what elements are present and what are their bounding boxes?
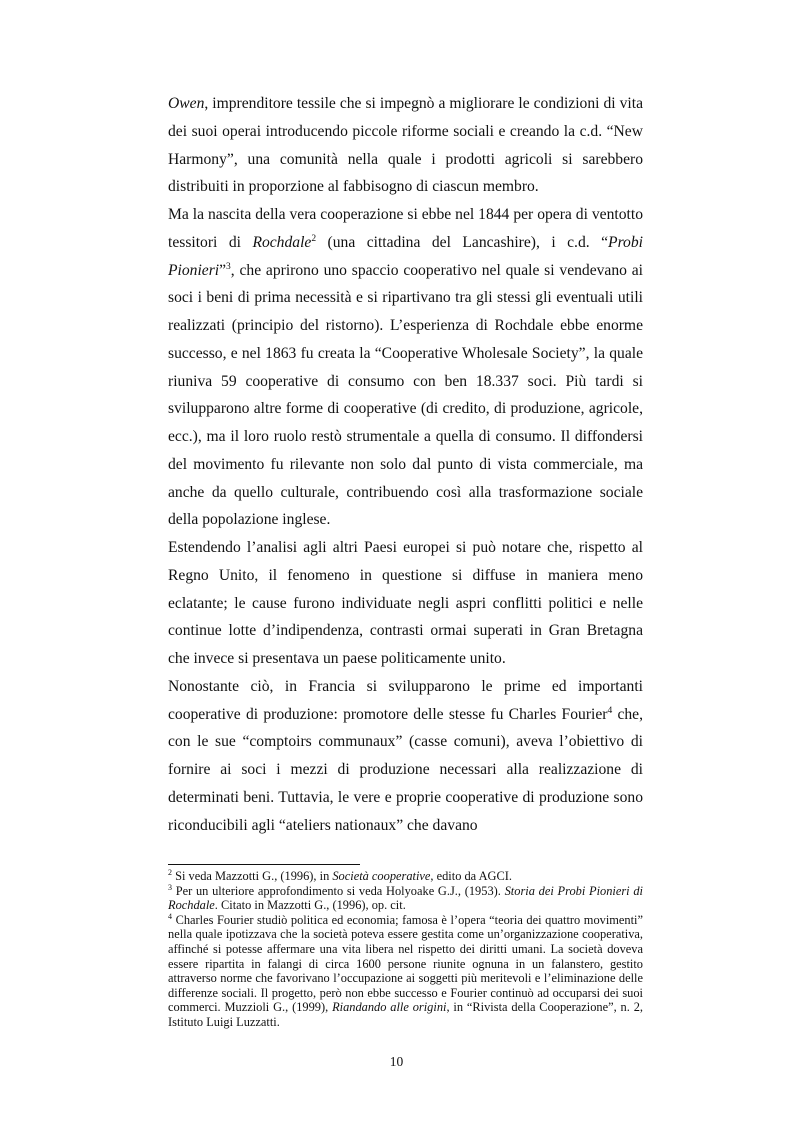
text-run: Estendendo l’analisi agli altri Paesi europei si può notare che, rispetto al Regno Unito, il fenomeno in questione si diffuse in maniera meno eclatante; le cause furono individuate negli aspri conflitti politici e nelle continue lotte d’indipendenza, contrasti ormai superati in Gran Bretagna che invece si presentava un paese politicamente unito. [168, 539, 643, 667]
footnote-ref: 4 [168, 911, 172, 921]
page-number: 10 [389, 1054, 404, 1069]
paragraph [168, 90, 643, 201]
italic-text: Storia dei Probi Pionieri di Rochdale [168, 883, 643, 913]
italic-text: Riandando alle origini [332, 1000, 447, 1015]
footnote-separator [168, 864, 360, 865]
text-run: , che aprirono uno spaccio cooperativo nel quale si vendevano ai soci i beni di prima necessità e si ripartivano tra gli stessi gli eventuali utili realizzati (principio del ristorno). L’esperienza di Rochdale ebbe enorme successo, e nel 1863 fu creata la “Cooperative Wholesale Society”, la quale riuniva 59 cooperative di consumo con ben 18.337 soci. Più tardi si svilupparono altre forme di cooperative (di credito, di produzione, agricole, ecc.), ma il loro ruolo restò strumentale a quella di consumo. Il diffondersi del movimento fu rilevante non solo dal punto di vista commerciale, ma anche da quello culturale, contribuendo così alla trasformazione sociale della popolazione inglese. [168, 261, 643, 529]
footnote-ref: 3 [226, 261, 231, 272]
footnote [168, 913, 643, 1030]
body-text [168, 90, 643, 839]
italic-text: Owen [168, 95, 205, 112]
text-run: ” [219, 261, 227, 279]
text-run: , edito da AGCI. [430, 869, 512, 883]
text-run: (una cittadina del Lancashire), i c.d. “ [316, 233, 609, 251]
italic-text: Rochdale [252, 233, 312, 251]
paragraph [168, 201, 643, 534]
text-run: Per un ulteriore approfondimento si veda Holyoake G.J., (1953). [172, 883, 505, 898]
footnote [168, 884, 643, 913]
text-run: , imprenditore tessile che si impegnò a migliorare le condizioni di vita dei suoi operai introducendo piccole riforme sociali e creando la c.d. “New Harmony”, una comunità nella quale i prodotti agricoli si sarebbero distribuiti in proporzione al fabbisogno di ciascun membro. [168, 95, 643, 196]
text-run: , in “Rivista della Cooperazione”, n. 2, Istituto Luigi Luzzatti. [168, 1000, 643, 1029]
text-run: che, con le sue “comptoirs communaux” (casse comuni), aveva l’obiettivo di fornire ai soci i mezzi di produzione necessari alla realizzazione di determinati beni. Tuttavia, le vere e proprie cooperative di produzione sono riconducibili agli “ateliers nationaux” che davano [168, 705, 644, 834]
paragraph [168, 534, 643, 673]
footnotes [168, 869, 643, 1030]
paragraph [168, 673, 643, 840]
text-run: Ma la nascita della vera cooperazione si ebbe nel 1844 per opera di ventotto tessitori di [168, 206, 643, 251]
text-run: Si veda Mazzotti G., (1996), in [172, 869, 333, 883]
footnote-ref: 2 [311, 233, 317, 244]
footnote-ref: 2 [168, 868, 172, 877]
text-run: Nonostante ciò, in Francia si svilupparono le prime ed importanti cooperative di produzione: promotore delle stesse fu Charles Fourier [168, 677, 643, 723]
footnote-ref: 3 [168, 882, 172, 892]
footnote-ref: 4 [607, 705, 613, 716]
italic-text: Probi Pionieri [168, 233, 643, 279]
italic-text: Società cooperative [332, 869, 431, 883]
text-run: Charles Fourier studiò politica ed economia; famosa è l’opera “teoria dei quattro movimenti” nella quale ipotizzava che la società poteva essere gestita come un’organizzazione cooperativa, affinché si potesse affermare una vita libera nel rispetto dei diritti umani. La società doveva essere ripartita in falangi di circa 1600 persone riunite ognuna in un falanstero, gestito attraverso norme che favorivano l’occupazione ai soggetti più meritevoli e l’eliminazione delle differenze sociali. Il progetto, però non ebbe successo e Fourier continuò ad occuparsi dei suoi commerci. Muzzioli G., (1999), [168, 912, 643, 1015]
footnote [168, 869, 643, 884]
text-run: . Citato in Mazzotti G., (1996), op. cit. [214, 898, 406, 913]
